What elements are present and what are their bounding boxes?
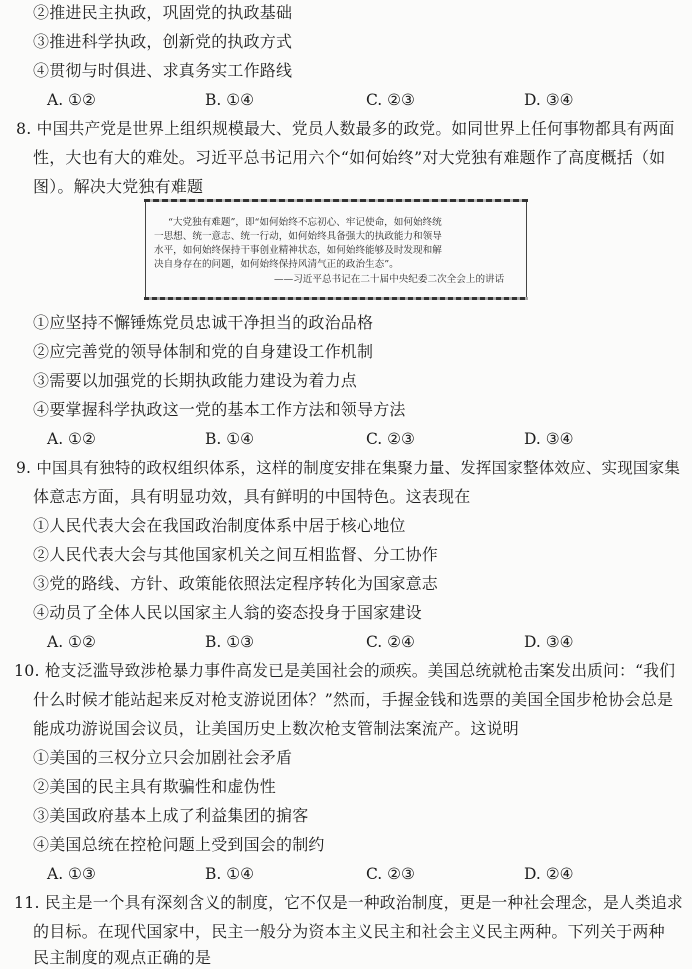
q9-option-3: ③党的路线、方针、政策能依照法定程序转化为国家意志 [33,574,439,593]
q10-stem-line-3: 能成功游说国会议员，让美国历史上数次枪支管制法案流产。这说明 [33,719,520,738]
q10-option-4: ④美国总统在控枪问题上受到国会的制约 [33,835,325,854]
q10-option-1: ①美国的三权分立只会加剧社会矛盾 [33,748,293,767]
q9-option-2: ②人民代表大会与其他国家机关之间互相监督、分工协作 [33,545,439,564]
quote-figure [145,201,527,298]
q7-option-4: ④贯彻与时俱进、求真务实工作路线 [33,61,293,80]
q10-choice-d: D. ②④ [524,865,574,883]
q9-choice-d: D. ③④ [524,633,574,651]
quote-line-3: 水平，如何始终保持干事创业精神状态，如何始终能够及时发现和解 [154,245,442,256]
q8-stem-line-3: 图）。解决大党独有难题 [33,177,204,196]
q8-option-2: ②应完善党的领导体制和党的自身建设工作机制 [33,342,374,361]
q11-stem-line-1: 11. 民主是一个具有深刻含义的制度，它不仅是一种政治制度，更是一种社会理念，是人类追求 [14,893,683,912]
q10-stem-line-2: 什么时候才能站起来反对枪支游说团体？”然而，手握金钱和选票的美国全国步枪协会总是 [33,690,674,709]
q11-stem-line-2: 的目标。在现代国家中，民主一般分为资本主义民主和社会主义民主两种。下列关于两种 [33,922,665,941]
q10-stem-line-1: 10. 枪支泛滥导致涉枪暴力事件高发已是美国社会的顽疾。美国总统就枪击案发出质问：“我们 [14,661,676,680]
quote-line-1: “大党独有难题”，即“如何始终不忘初心、牢记使命，如何始终统 [168,217,442,228]
q8-choice-b: B. ①④ [205,430,255,448]
q8-choice-c: C. ②③ [366,430,415,448]
q10-option-2: ②美国的民主具有欺骗性和虚伪性 [33,777,277,796]
quote-line-2: 一思想、统一意志、统一行动，如何始终具备强大的执政能力和领导 [154,231,442,242]
q8-option-1: ①应坚持不懈锤炼党员忠诚干净担当的政治品格 [33,313,374,332]
q10-choice-c: C. ②③ [366,865,415,883]
q7-option-3: ③推进科学执政，创新党的执政方式 [33,32,293,51]
q9-option-4: ④动员了全体人民以国家主人翁的姿态投身于国家建设 [33,603,422,622]
q9-choice-b: B. ①③ [205,633,255,651]
q7-choice-b: B. ①④ [205,91,255,109]
q7-option-2: ②推进民主执政，巩固党的执政基础 [33,3,293,22]
q8-stem-line-2: 性，大也有大的难处。习近平总书记用六个“如何始终”对大党独有难题作了高度概括（如 [33,148,666,167]
q10-choice-a: A. ①③ [47,865,96,883]
q8-stem-line-1: 8. 中国共产党是世界上组织规模最大、党员人数最多的政党。如同世界上任何事物都具有两面 [16,119,675,138]
q9-choice-a: A. ①② [47,633,96,651]
q10-option-3: ③美国政府基本上成了利益集团的掮客 [33,806,309,825]
q7-choice-c: C. ②③ [366,91,415,109]
q8-choice-d: D. ③④ [524,430,574,448]
q7-choice-a: A. ①② [47,91,96,109]
quote-line-4: 决自身存在的问题，如何始终保持风清气正的政治生态”。 [154,259,399,270]
q11-stem-line-3: 民主制度的观点正确的是 [33,948,212,967]
q8-choice-a: A. ①② [47,430,96,448]
quote-attribution: ——习近平总书记在二十届中央纪委二次全会上的讲话 [274,274,505,285]
q10-choice-b: B. ①④ [205,865,255,883]
q9-stem-line-1: 9. 中国具有独特的政权组织体系，这样的制度安排在集聚力量、发挥国家整体效应、实现国家集 [16,459,681,477]
q8-option-4: ④要掌握科学执政这一党的基本工作方法和领导方法 [33,400,406,419]
q8-option-3: ③需要以加强党的长期执政能力建设为着力点 [33,371,358,390]
q9-choice-c: C. ②④ [366,633,415,651]
q9-option-1: ①人民代表大会在我国政治制度体系中居于核心地位 [33,516,406,535]
q7-choice-d: D. ③④ [524,91,574,109]
q9-stem-line-2: 体意志方面，具有明显功效，具有鲜明的中国特色。这表现在 [33,487,471,506]
